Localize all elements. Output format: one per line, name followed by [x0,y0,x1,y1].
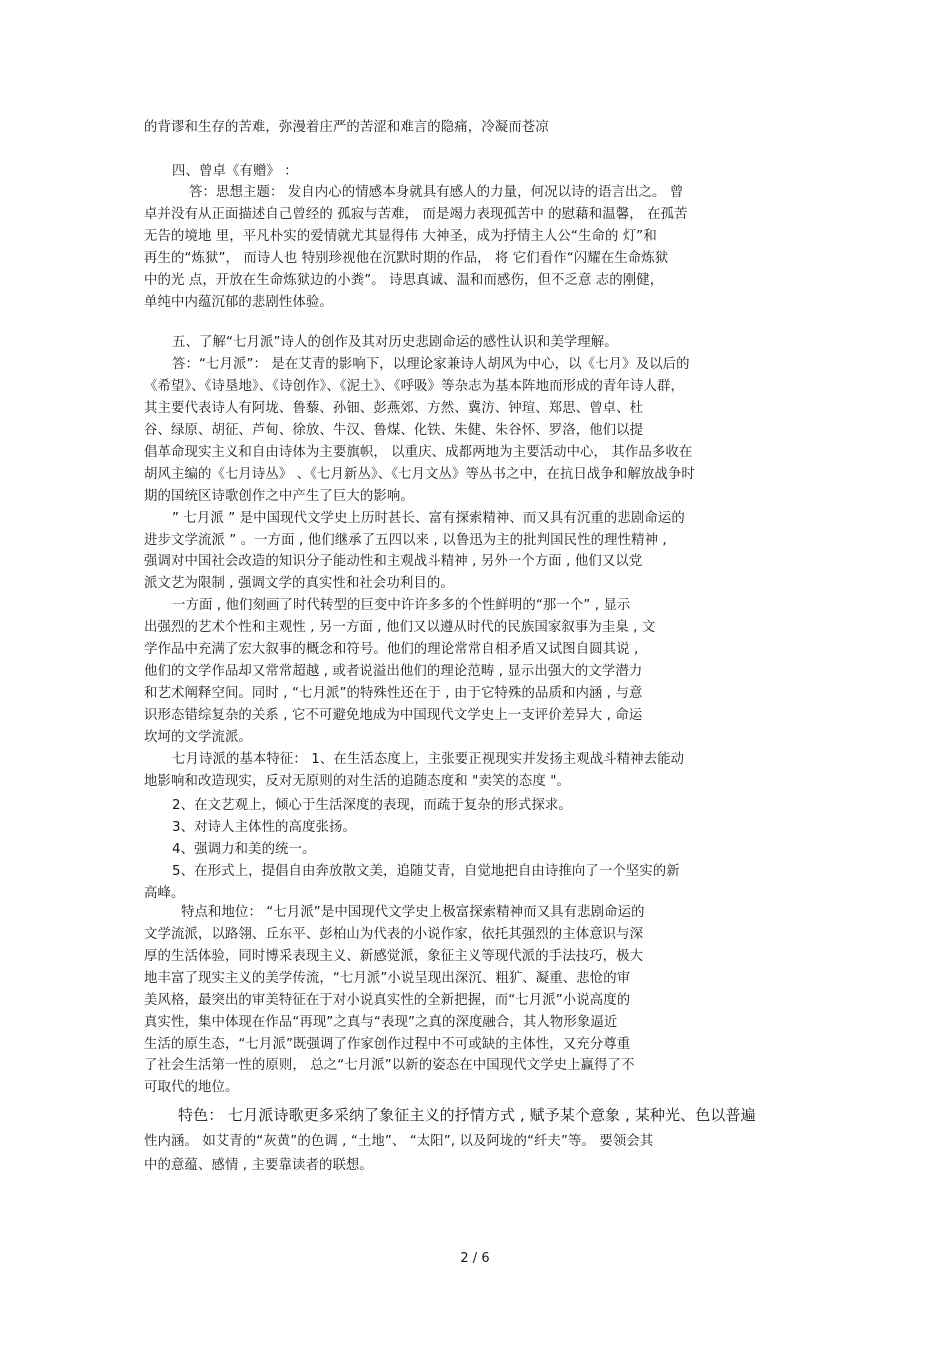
text-line: 答：思想主题： 发自内心的情感本身就具有感人的力量，何况以诗的语言出之。 曾 [189,185,684,200]
text-line: 地影响和改造现实，反对无原则的对生活的追随态度和 "卖笑的态度 "。 [144,774,570,789]
text-line: 单纯中内蕴沉郁的悲剧性体验。 [144,295,333,310]
text-line: 卓并没有从正面描述自己曾经的 孤寂与苦难， 而是竭力表现孤苦中 的慰藉和温馨， 在孤苦 [144,207,688,222]
page-number: 2 / 6 [460,1251,490,1266]
list-item: 5、在形式上，提倡自由奔放散文美，追随艾青，自觉地把自由诗推向了一个坚实的新 [172,864,680,879]
section-heading: 五、了解“七月派”诗人的创作及其对历史悲剧命运的感性认识和美学理解。 [172,335,618,350]
text-line: 中的意蕴、感情 , 主要靠读者的联想。 [144,1158,373,1173]
text-line: 出强烈的艺术个性和主观性 , 另一方面 , 他们又以遵从时代的民族国家叙事为圭臬 , 文 [144,620,656,635]
text-line: 答：“七月派”： 是在艾青的影响下，以理论家兼诗人胡风为中心，以《七月》及以后的 [172,357,690,372]
text-line: 厚的生活体验，同时博采表现主义、新感觉派，象征主义等现代派的手法技巧，极大 [144,949,644,964]
text-line: 文学流派，以路翎、丘东平、彭柏山为代表的小说作家，依托其强烈的主体意识与深 [144,927,644,942]
list-item: 4、强调力和美的统一。 [172,842,316,857]
text-line: 美风格，最突出的审美特征在于对小说真实性的全新把握，而“七月派”小说高度的 [144,993,631,1008]
text-line: 和艺术阐释空间。同时 , “七月派”的特殊性还在于 , 由于它特殊的品质和内涵 , 与意 [144,686,643,701]
text-line: 识形态错综复杂的关系 , 它不可避免地成为中国现代文学史上一支评价差异大 , 命运 [144,708,643,723]
text-line: 无告的境地 里，平凡朴实的爱情就尤其显得伟 大神圣，成为抒情主人公“生命的 灯”和 [144,229,657,244]
text-line: 特色： 七月派诗歌更多采纳了象征主义的抒情方式 , 赋予某个意象 , 某种光、色以普遍 [178,1106,756,1124]
text-line: 高峰。 [144,886,185,901]
text-line: 地丰富了现实主义的美学传流，“七月派”小说呈现出深沉、粗犷、凝重、悲怆的审 [144,971,631,986]
text-line: 《希望》、《诗垦地》、《诗创作》、《泥土》、《呼吸》等杂志为基本阵地而形成的青年诗人群， [144,379,684,394]
text-line: 生活的原生态，“七月派”既强调了作家创作过程中不可或缺的主体性，又充分尊重 [144,1037,631,1052]
text-line: 性内涵。 如艾青的“灰黄”的色调 , “土地”、 “太阳”, 以及阿垅的“纤夫”等。 要领会其 [144,1134,654,1149]
text-line: 强调对中国社会改造的知识分子能动性和主观战斗精神 , 另外一个方面 , 他们又以党 [144,554,643,569]
text-line: 真实性，集中体现在作品“再现”之真与“表现”之真的深度融合，其人物形象逼近 [144,1015,618,1030]
text-line: 其主要代表诗人有阿垅、鲁藜、孙钿、彭燕郊、方然、冀汸、钟瑄、郑思、曾卓、杜 [144,401,644,416]
text-line: 特点和地位： “七月派”是中国现代文学史上极富探索精神而又具有悲剧命运的 [181,905,645,920]
text-line: 学作品中充满了宏大叙事的概念和符号。他们的理论常常自相矛盾又试图自圆其说 , [144,642,639,657]
list-item: 2、在文艺观上，倾心于生活深度的表现，而疏于复杂的形式探求。 [172,798,572,813]
text-line: 的背谬和生存的苦难，弥漫着庄严的苦涩和难言的隐痛，冷凝而苍凉 [144,120,549,135]
text-line: 进步文学流派 ” 。一方面 , 他们继承了五四以来 , 以鲁迅为主的批判国民性的理性精神 , [144,533,667,548]
text-line: ” 七月派 ” 是中国现代文学史上历时甚长、富有探索精神、而又具有沉重的悲剧命运的 [172,511,685,526]
text-line: 期的国统区诗歌创作之中产生了巨大的影响。 [144,489,414,504]
text-line: 胡风主编的《七月诗丛》 、《七月新丛》、《七月文丛》等丛书之中，在抗日战争和解放战争时 [144,467,695,482]
text-line: 再生的“炼狱”， 而诗人也 特别珍视他在沉默时期的作品， 将 它们看作“闪耀在生命炼狱 [144,251,669,266]
text-line: 他们的文学作品却又常常超越 , 或者说溢出他们的理论范畴 , 显示出强大的文学潜力 [144,664,643,679]
text-line: 中的光 点，开放在生命炼狱边的小粪”。 诗思真诚、温和而感伤，但不乏意 志的刚健， [144,273,664,288]
list-item: 3、对诗人主体性的高度张扬。 [172,820,356,835]
text-line: 派文艺为限制 , 强调文学的真实性和社会功利目的。 [144,576,454,591]
text-line: 一方面 , 他们刻画了时代转型的巨变中许许多多的个性鲜明的“那一个” , 显示 [172,598,631,613]
text-line: 坎坷的文学流派。 [144,730,252,745]
text-line: 七月诗派的基本特征： 1、在生活态度上，主张要正视现实并发扬主观战斗精神去能动 [172,752,685,767]
text-line: 倡革命现实主义和自由诗体为主要旗帜， 以重庆、成都两地为主要活动中心， 其作品多收在 [144,445,693,460]
text-line: 了社会生活第一性的原则， 总之“七月派”以新的姿态在中国现代文学史上赢得了不 [144,1058,635,1073]
text-line: 可取代的地位。 [144,1080,239,1095]
text-line: 谷、绿原、胡征、芦甸、徐放、牛汉、鲁煤、化铁、朱健、朱谷怀、罗洛，他们以提 [144,423,644,438]
section-heading: 四、曾卓《有赠》 ： [172,164,298,179]
